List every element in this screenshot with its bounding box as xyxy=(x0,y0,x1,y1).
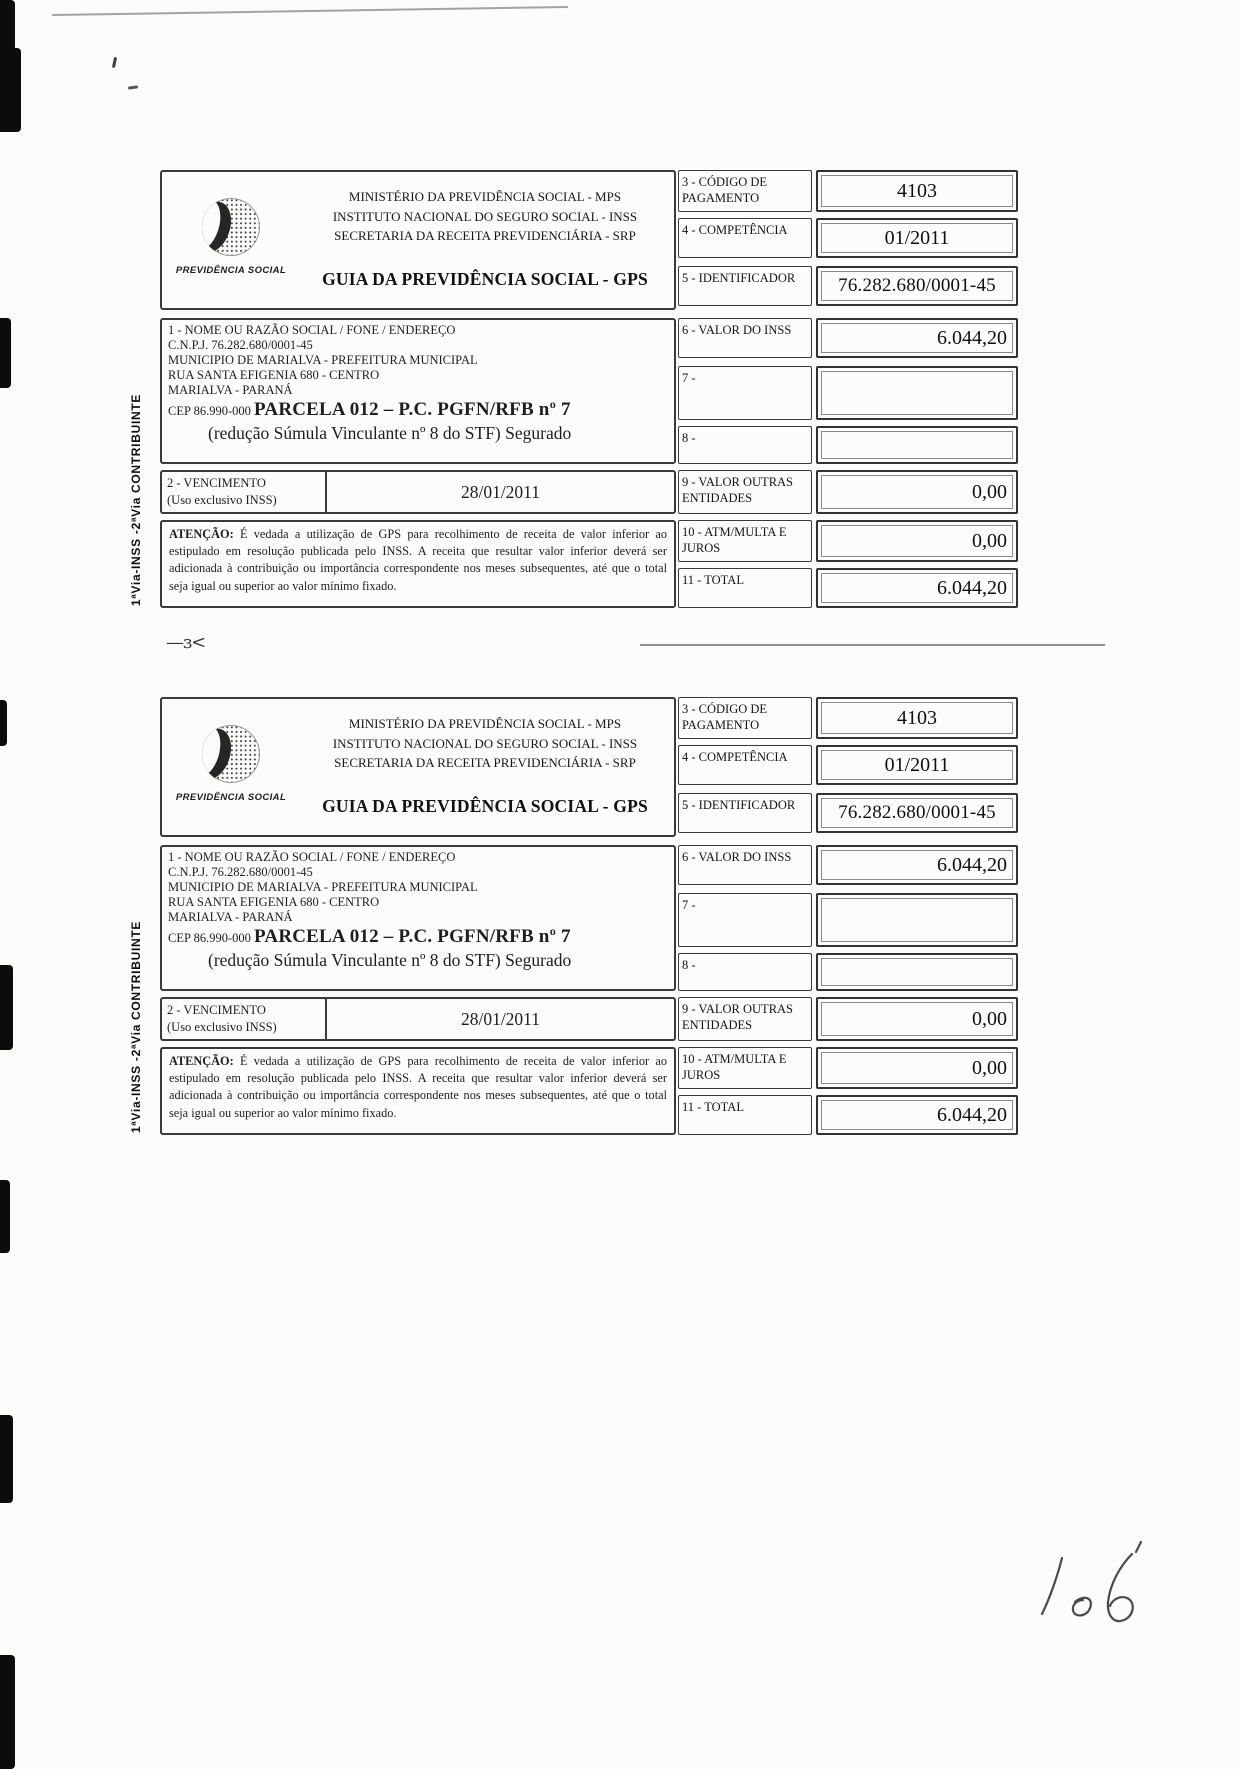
pen-mark xyxy=(112,57,117,68)
logo-caption: PREVIDÊNCIA SOCIAL xyxy=(175,265,287,276)
previdencia-social-logo xyxy=(172,725,290,803)
razao-social-line: MUNICIPIO DE MARIALVA - PREFEITURA MUNICIPAL xyxy=(168,880,478,894)
field-3-value: 4103 xyxy=(816,697,1018,739)
ministry-line-1: MINISTÉRIO DA PREVIDÊNCIA SOCIAL - MPS xyxy=(348,716,622,731)
field-row-11-total xyxy=(676,1095,1018,1135)
ministry-line-3: SECRETARIA DA RECEITA PREVIDENCIÁRIA - SRP xyxy=(334,755,636,770)
field-10-label: 10 - ATM/MULTA E JUROS xyxy=(678,520,812,562)
field-row-4-competencia xyxy=(676,218,1018,258)
handwritten-note xyxy=(1028,1540,1158,1660)
gps-form-copy-2 xyxy=(129,697,1018,1135)
field-2-vencimento-value: 28/01/2011 xyxy=(460,1008,541,1029)
field-8-value xyxy=(816,953,1018,991)
ministry-line-2: INSTITUTO NACIONAL DO SEGURO SOCIAL - INSS xyxy=(332,208,638,224)
field-1-label: 1 - NOME OU RAZÃO SOCIAL / FONE / ENDEREÇO xyxy=(168,323,456,337)
field-2-vencimento xyxy=(160,997,676,1041)
cep-value: CEP 86.990-000 xyxy=(168,404,251,418)
field-row-5-identificador xyxy=(676,266,1018,306)
field-row-11-total xyxy=(676,568,1018,608)
field-2-sublabel: (Uso exclusivo INSS) xyxy=(167,492,277,507)
atencao-label: ATENÇÃO: xyxy=(169,527,234,541)
logo-caption: PREVIDÊNCIA SOCIAL xyxy=(175,792,287,803)
gps-header-box xyxy=(160,697,676,837)
field-10-value: 0,00 xyxy=(816,520,1018,562)
field-7-label: 7 - xyxy=(678,366,812,420)
scan-artifact xyxy=(0,700,7,746)
cidade-line: MARIALVA - PARANÁ xyxy=(168,383,293,397)
field-5-label: 5 - IDENTIFICADOR xyxy=(678,793,812,833)
scan-artifact xyxy=(0,1415,13,1503)
field-row-7 xyxy=(676,893,1018,947)
ministry-line-2: INSTITUTO NACIONAL DO SEGURO SOCIAL - INSS xyxy=(332,735,638,751)
field-4-label: 4 - COMPETÊNCIA xyxy=(678,218,812,258)
field-2-vencimento-value: 28/01/2011 xyxy=(460,481,541,502)
scan-artifact xyxy=(0,48,21,132)
field-row-6-valor-inss xyxy=(676,318,1018,358)
cnpj-line: C.N.P.J. 76.282.680/0001-45 xyxy=(168,338,313,352)
field-6-label: 6 - VALOR DO INSS xyxy=(678,318,812,358)
gps-title: GUIA DA PREVIDÊNCIA SOCIAL - GPS xyxy=(322,796,648,816)
field-2-sublabel: (Uso exclusivo INSS) xyxy=(167,1019,277,1034)
via-side-text: 1ªVia-INSS -2ªVia CONTRIBUINTE xyxy=(129,920,143,1134)
field-8-label: 8 - xyxy=(678,953,812,991)
field-4-value: 01/2011 xyxy=(816,218,1018,258)
parcela-line xyxy=(168,926,668,948)
endereco-line: RUA SANTA EFIGENIA 680 - CENTRO xyxy=(168,368,380,382)
ministry-header xyxy=(302,187,668,246)
razao-social-line: MUNICIPIO DE MARIALVA - PREFEITURA MUNICIPAL xyxy=(168,353,478,367)
previdencia-logo-icon xyxy=(202,198,260,256)
gps-header-box xyxy=(160,170,676,310)
cep-value: CEP 86.990-000 xyxy=(168,931,251,945)
field-row-10-atm-multa-juros xyxy=(676,1047,1018,1089)
field-11-label: 11 - TOTAL xyxy=(678,568,812,608)
field-row-9-valor-outras-entidades xyxy=(676,470,1018,514)
atencao-box xyxy=(160,1047,676,1135)
field-11-value: 6.044,20 xyxy=(816,1095,1018,1135)
field-3-value: 4103 xyxy=(816,170,1018,212)
ministry-line-3: SECRETARIA DA RECEITA PREVIDENCIÁRIA - SRP xyxy=(334,228,636,243)
field-2-label-cell xyxy=(162,472,327,512)
scan-artifact xyxy=(0,318,11,388)
field-6-value: 6.044,20 xyxy=(816,318,1018,358)
field-6-value: 6.044,20 xyxy=(816,845,1018,885)
field-5-label: 5 - IDENTIFICADOR xyxy=(678,266,812,306)
field-row-6-valor-inss xyxy=(676,845,1018,885)
field-9-label: 9 - VALOR OUTRAS ENTIDADES xyxy=(678,997,812,1041)
field-8-label: 8 - xyxy=(678,426,812,464)
parcela-value: PARCELA 012 – P.C. PGFN/RFB nº 7 xyxy=(254,926,571,947)
parcela-line xyxy=(168,399,668,421)
reducao-line: (redução Súmula Vinculante nº 8 do STF) Segurado xyxy=(208,423,572,443)
field-2-label-cell xyxy=(162,999,327,1039)
field-row-8 xyxy=(676,426,1018,464)
scan-edge-line xyxy=(52,6,568,16)
field-row-10-atm-multa-juros xyxy=(676,520,1018,562)
field-9-value: 0,00 xyxy=(816,470,1018,514)
previdencia-logo-icon xyxy=(202,725,260,783)
cut-line xyxy=(640,644,1105,646)
field-3-label: 3 - CÓDIGO DE PAGAMENTO xyxy=(678,697,812,739)
endereco-line: RUA SANTA EFIGENIA 680 - CENTRO xyxy=(168,895,380,909)
field-9-label: 9 - VALOR OUTRAS ENTIDADES xyxy=(678,470,812,514)
field-4-label: 4 - COMPETÊNCIA xyxy=(678,745,812,785)
field-10-label: 10 - ATM/MULTA E JUROS xyxy=(678,1047,812,1089)
field-7-value xyxy=(816,893,1018,947)
field-row-3-codigo-pagamento xyxy=(676,170,1018,212)
field-11-label: 11 - TOTAL xyxy=(678,1095,812,1135)
atencao-text: É vedada a utilização de GPS para recolhimento de receita de valor inferior ao estipulado em resolução publicada pelo INSS. A receita que resultar valor inferior deverá ser adicionada à contribuição ou importância correspondente nos meses subsequentes, até que o total seja igual ou superior ao valor mínimo fixado. xyxy=(169,527,667,593)
gps-title: GUIA DA PREVIDÊNCIA SOCIAL - GPS xyxy=(322,269,648,289)
cidade-line: MARIALVA - PARANÁ xyxy=(168,910,293,924)
scan-artifact xyxy=(0,965,13,1050)
scissors-cut-icon: —ɜ< xyxy=(166,632,206,653)
field-5-value: 76.282.680/0001-45 xyxy=(816,793,1018,833)
field-row-5-identificador xyxy=(676,793,1018,833)
reducao-line: (redução Súmula Vinculante nº 8 do STF) Segurado xyxy=(208,950,572,970)
field-row-8 xyxy=(676,953,1018,991)
field-2-label: 2 - VENCIMENTO xyxy=(167,476,266,490)
field-1-nome-razao-social xyxy=(160,318,676,464)
scan-artifact xyxy=(0,0,15,52)
scan-artifact xyxy=(0,1655,15,1769)
atencao-box xyxy=(160,520,676,608)
field-row-3-codigo-pagamento xyxy=(676,697,1018,739)
field-row-7 xyxy=(676,366,1018,420)
field-7-label: 7 - xyxy=(678,893,812,947)
field-6-label: 6 - VALOR DO INSS xyxy=(678,845,812,885)
pen-mark xyxy=(128,85,138,89)
field-8-value xyxy=(816,426,1018,464)
field-3-label: 3 - CÓDIGO DE PAGAMENTO xyxy=(678,170,812,212)
cnpj-line: C.N.P.J. 76.282.680/0001-45 xyxy=(168,865,313,879)
previdencia-social-logo xyxy=(172,198,290,276)
field-2-label: 2 - VENCIMENTO xyxy=(167,1003,266,1017)
atencao-text: É vedada a utilização de GPS para recolhimento de receita de valor inferior ao estipulado em resolução publicada pelo INSS. A receita que resultar valor inferior deverá ser adicionada à contribuição ou importância correspondente nos meses subsequentes, até que o total seja igual ou superior ao valor mínimo fixado. xyxy=(169,1054,667,1120)
field-5-value: 76.282.680/0001-45 xyxy=(816,266,1018,306)
field-7-value xyxy=(816,366,1018,420)
field-4-value: 01/2011 xyxy=(816,745,1018,785)
atencao-label: ATENÇÃO: xyxy=(169,1054,234,1068)
via-side-text: 1ªVia-INSS -2ªVia CONTRIBUINTE xyxy=(129,393,143,607)
ministry-line-1: MINISTÉRIO DA PREVIDÊNCIA SOCIAL - MPS xyxy=(348,189,622,204)
field-10-value: 0,00 xyxy=(816,1047,1018,1089)
field-1-nome-razao-social xyxy=(160,845,676,991)
field-row-9-valor-outras-entidades xyxy=(676,997,1018,1041)
field-9-value: 0,00 xyxy=(816,997,1018,1041)
parcela-value: PARCELA 012 – P.C. PGFN/RFB nº 7 xyxy=(254,399,571,420)
field-2-vencimento xyxy=(160,470,676,514)
field-11-value: 6.044,20 xyxy=(816,568,1018,608)
field-1-label: 1 - NOME OU RAZÃO SOCIAL / FONE / ENDEREÇO xyxy=(168,850,456,864)
field-row-4-competencia xyxy=(676,745,1018,785)
gps-form-copy-1 xyxy=(129,170,1018,608)
scan-artifact xyxy=(0,1180,10,1253)
ministry-header xyxy=(302,714,668,773)
